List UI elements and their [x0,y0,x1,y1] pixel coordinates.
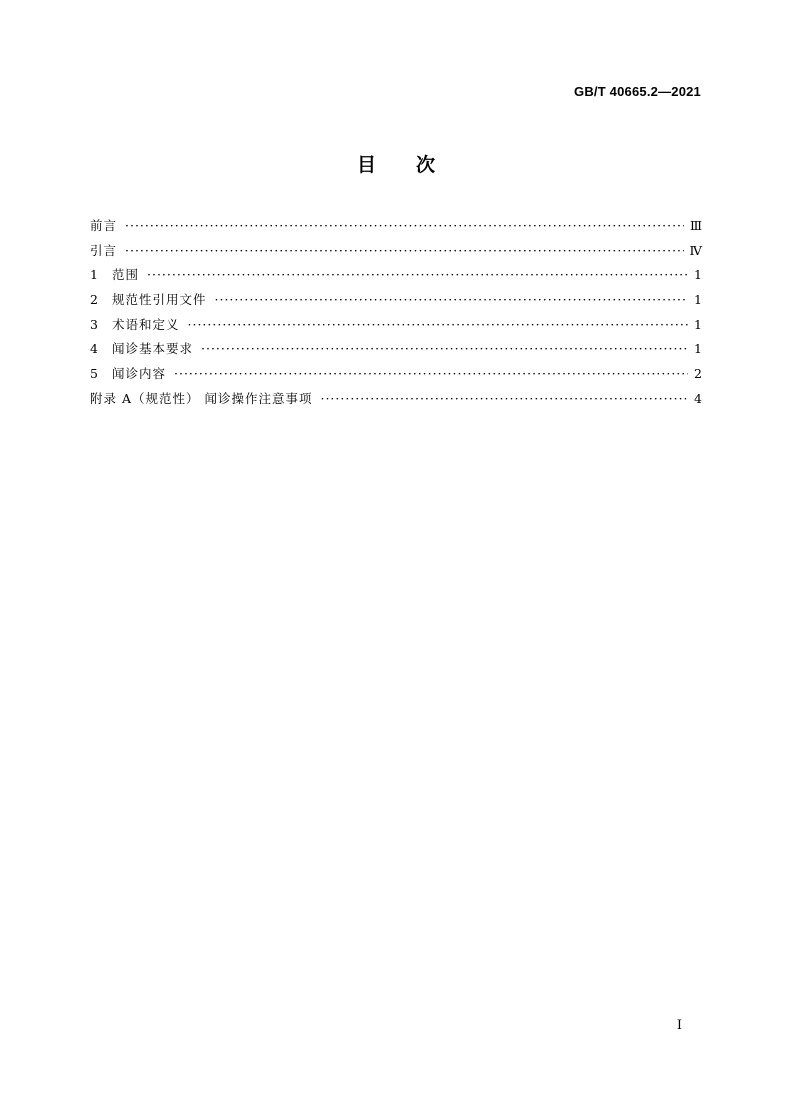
toc-leader-dots [147,263,688,288]
toc-entry-label: 规范性引用文件 [112,292,207,308]
toc-leader-dots [201,337,688,362]
toc-leader-dots [320,387,688,412]
toc-entry-number: 1 [90,267,98,283]
toc-leader-dots [125,214,684,239]
standard-number: GB/T 40665.2—2021 [574,84,701,99]
toc-title-char-2: 次 [416,154,436,176]
toc-leader-dots [188,313,688,338]
toc-entry-page: 1 [694,316,702,332]
table-of-contents [90,214,702,412]
toc-entry-number: 2 [90,292,98,308]
toc-entry-page: Ⅲ [689,218,702,233]
toc-entry-label: 范围 [112,267,140,283]
toc-entry-contents[interactable] [90,362,702,387]
toc-leader-dots [125,239,683,264]
toc-entry-label: 闻诊内容 [112,366,167,382]
toc-entry-label: 引言 [90,242,118,258]
toc-entry-page: 4 [694,390,702,406]
toc-entry-scope[interactable] [90,263,702,288]
toc-leader-dots [174,362,688,387]
toc-entry-annex-a[interactable] [90,387,702,412]
toc-entry-label: 前言 [90,218,118,233]
toc-entry-normative-references[interactable] [90,288,702,313]
toc-entry-page: 1 [694,267,702,283]
toc-title-char-1: 目 [356,154,376,176]
toc-entry-label: 闻诊基本要求 [112,341,194,357]
toc-entry-label: 附录 A（规范性） 闻诊操作注意事项 [90,390,313,406]
toc-entry-number: 3 [90,316,98,332]
toc-entry-basic-requirements[interactable] [90,337,702,362]
toc-entry-terms-definitions[interactable] [90,313,702,338]
toc-entry-foreword[interactable] [90,214,702,239]
toc-entry-introduction[interactable] [90,239,702,264]
toc-entry-page: Ⅳ [689,242,702,258]
toc-entry-number: 5 [90,366,98,382]
toc-title [0,150,792,177]
page-number: I [676,1018,682,1033]
toc-entry-page: 1 [694,292,702,308]
toc-entry-page: 1 [694,341,702,357]
toc-entry-number: 4 [90,341,98,357]
toc-leader-dots [215,288,688,313]
toc-entry-page: 2 [694,366,702,382]
toc-entry-label: 术语和定义 [112,316,180,332]
